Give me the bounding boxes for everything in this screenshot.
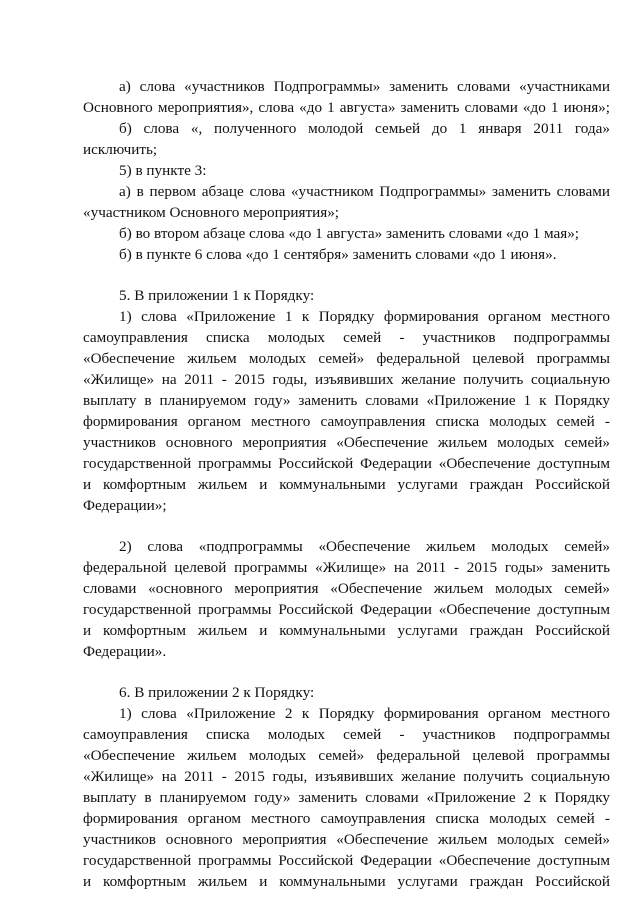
text-line: «Обеспечение жильем молодых семей» федеральной целевой программы (83, 747, 610, 764)
text-line: формирования органом местного самоуправления списка молодых семей - (83, 810, 610, 827)
text-line: Основного мероприятия», слова «до 1 августа» заменить словами «до 1 июня»; (83, 99, 610, 116)
text-line: а) слова «участников Подпрограммы» заменить словами «участниками (119, 78, 610, 95)
section-heading: 5. В приложении 1 к Порядку: (119, 287, 315, 304)
text-line: формирования органом местного самоуправления списка молодых семей - (83, 413, 610, 430)
text-line: и комфортным жильем и коммунальными услугами граждан Российской (83, 476, 610, 493)
text-line: 1) слова «Приложение 1 к Порядку формирования органом местного (119, 308, 610, 325)
text-line: б) в пункте 6 слова «до 1 сентября» заменить словами «до 1 июня». (119, 246, 557, 263)
text-line: «Жилище» на 2011 - 2015 годы, изъявивших желание получить социальную (83, 371, 610, 388)
text-line: самоуправления списка молодых семей - участников подпрограммы (83, 726, 610, 743)
section-heading: 6. В приложении 2 к Порядку: (119, 684, 315, 701)
text-line: исключить; (83, 141, 158, 158)
text-line: 1) слова «Приложение 2 к Порядку формирования органом местного (119, 705, 610, 722)
text-line: а) в первом абзаце слова «участником Подпрограммы» заменить словами (119, 183, 610, 200)
text-line: участников основного мероприятия «Обеспечение жильем молодых семей» (83, 434, 610, 451)
text-line: «участником Основного мероприятия»; (83, 204, 340, 221)
text-line: федеральной целевой программы «Жилище» на 2011 - 2015 годы» заменить (83, 559, 610, 576)
text-line: б) во втором абзаце слова «до 1 августа» заменить словами «до 1 мая»; (119, 225, 580, 242)
text-line: Федерации»; (83, 497, 167, 514)
text-line: Федерации». (83, 643, 167, 660)
text-line: и комфортным жильем и коммунальными услугами граждан Российской (83, 622, 610, 639)
text-line: «Жилище» на 2011 - 2015 годы, изъявивших желание получить социальную (83, 768, 610, 785)
text-line: 2) слова «подпрограммы «Обеспечение жильем молодых семей» (119, 538, 610, 555)
text-line: 5) в пункте 3: (119, 162, 207, 179)
text-line: государственной программы Российской Федерации «Обеспечение доступным (83, 601, 610, 618)
text-line: участников основного мероприятия «Обеспечение жильем молодых семей» (83, 831, 610, 848)
text-line: «Обеспечение жильем молодых семей» федеральной целевой программы (83, 350, 610, 367)
text-line: государственной программы Российской Федерации «Обеспечение доступным (83, 852, 610, 869)
text-line: государственной программы Российской Федерации «Обеспечение доступным (83, 455, 610, 472)
text-line: словами «основного мероприятия «Обеспечение жильем молодых семей» (83, 580, 610, 597)
text-line: выплату в планируемом году» заменить словами «Приложение 2 к Порядку (83, 789, 610, 806)
text-line: б) слова «, полученного молодой семьей до 1 января 2011 года» (119, 120, 610, 137)
text-line: выплату в планируемом году» заменить словами «Приложение 1 к Порядку (83, 392, 610, 409)
text-line: и комфортным жильем и коммунальными услугами граждан Российской (83, 873, 610, 890)
text-line: самоуправления списка молодых семей - участников подпрограммы (83, 329, 610, 346)
